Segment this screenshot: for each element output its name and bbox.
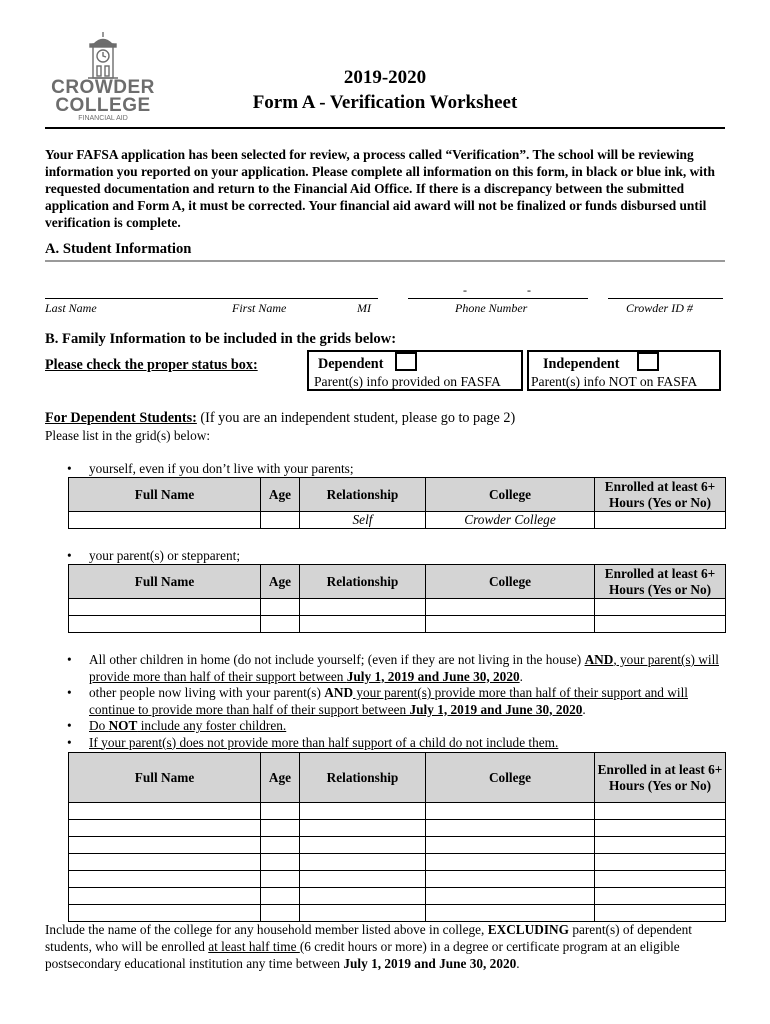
table-cell[interactable] [261,616,300,633]
first-name-label: First Name [232,301,287,315]
bullet-self [45,461,735,478]
bullet-text: include any foster children. [137,718,287,733]
status-prompt: Please check the proper status box: [45,357,258,373]
crowder-id-label: Crowder ID # [626,301,693,315]
table-cell[interactable] [69,871,261,888]
col-college: College [426,565,595,599]
table-cell[interactable] [261,837,300,854]
self-table [68,477,726,529]
table-cell[interactable] [595,803,726,820]
form-title: Form A - Verification Worksheet [252,92,518,113]
independent-sub: Parent(s) info NOT on FASFA [531,374,698,389]
table-cell[interactable] [300,888,426,905]
dependent-students-note: (If you are an independent student, please go to page 2) [196,410,516,426]
phone-number-label: Phone Number [455,301,528,315]
footer-text: (6 credit hours or more) in a degree or certificate program at an eligible postsecondary educational institution any time between [45,939,680,971]
table-row [69,905,726,922]
col-full-name: Full Name [69,478,261,512]
dependent-students-heading [45,410,515,427]
table-cell[interactable] [69,837,261,854]
table-cell[interactable] [426,871,595,888]
independent-checkbox[interactable] [637,352,659,371]
col-college: College [426,478,595,512]
other-members-bullets [45,652,735,751]
col-age: Age [261,565,300,599]
table-cell[interactable] [426,803,595,820]
form-year: 2019-2020 [343,67,427,88]
bullet-dot: • [67,718,72,733]
table-cell[interactable] [69,905,261,922]
table-cell[interactable] [595,616,726,633]
col-enrolled: Enrolled in at least 6+ Hours (Yes or No) [595,753,726,803]
col-enrolled: Enrolled at least 6+ Hours (Yes or No) [595,478,726,512]
dependent-students-title: For Dependent Students: [45,410,197,426]
table-cell[interactable] [261,854,300,871]
bullet-text: . [519,668,523,684]
bullet-text: . [582,701,586,717]
table-cell[interactable] [595,854,726,871]
table-cell[interactable] [261,871,300,888]
table-cell[interactable] [69,854,261,871]
table-cell[interactable] [69,616,261,633]
bullet-dot: • [67,734,72,750]
table-cell[interactable] [69,888,261,905]
bullet-dot: • [67,685,72,700]
others-table [68,752,726,922]
bullet-other-children [45,652,735,685]
table-cell[interactable] [595,599,726,616]
bullet-emphasis: NOT [108,718,138,733]
table-cell[interactable] [300,854,426,871]
table-cell[interactable] [426,905,595,922]
table-cell[interactable] [595,871,726,888]
table-cell[interactable] [595,837,726,854]
dependent-label: Dependent [318,356,384,372]
table-cell[interactable] [300,599,426,616]
bullet-dot: • [67,548,72,563]
section-b-heading: B. Family Information to be included in the grids below: [45,331,397,347]
table-row [69,888,726,905]
bullet-emphasis: AND [584,652,614,667]
bullet-text: your parent(s) provide more than half of their support and will continue to provide more than half of their support between [89,685,688,717]
self-enrolled-cell[interactable] [595,512,726,529]
table-cell[interactable] [426,616,595,633]
table-cell[interactable] [595,905,726,922]
footer-emphasis: EXCLUDING [487,922,569,937]
dependent-sub: Parent(s) info provided on FASFA [314,374,501,389]
self-full-name-cell[interactable] [69,512,261,529]
phone-dashes: - - [463,283,531,297]
bullet-text: If your parent(s) does not provide more than half support of a child do not include them. [89,734,559,750]
col-age: Age [261,478,300,512]
footer-text: . [516,956,520,971]
col-relationship: Relationship [300,753,426,803]
col-relationship: Relationship [300,565,426,599]
logo-subtitle: FINANCIAL AID [78,115,128,122]
table-cell[interactable] [426,854,595,871]
table-cell[interactable] [261,820,300,837]
table-row [69,820,726,837]
crowder-college-logo [48,30,158,122]
footer-paragraph [45,921,735,972]
table-cell[interactable] [69,599,261,616]
bullet-dot: • [67,461,72,476]
table-cell[interactable] [261,905,300,922]
table-cell[interactable] [261,888,300,905]
col-enrolled: Enrolled at least 6+ Hours (Yes or No) [595,565,726,599]
footer-text: parent(s) of dependent students, who will be enrolled [45,922,692,954]
table-cell[interactable] [300,616,426,633]
table-cell[interactable] [261,599,300,616]
grid-instruction: Please list in the grid(s) below: [45,428,211,443]
section-a-heading: A. Student Information [45,241,192,257]
bullet-text: All other children in home (do not include yourself; (even if they are not living in the house) [89,652,585,667]
table-cell[interactable] [426,599,595,616]
phone-line[interactable] [408,298,588,299]
bullet-parents [45,548,735,565]
dependent-checkbox[interactable] [395,352,417,371]
table-cell[interactable] [300,820,426,837]
footer-dates: July 1, 2019 and June 30, 2020 [343,956,517,971]
table-cell[interactable] [261,803,300,820]
logo-name-line1: CROWDER [51,77,155,98]
col-relationship: Relationship [300,478,426,512]
name-line[interactable] [45,298,378,299]
table-cell[interactable] [426,837,595,854]
footer-text: Include the name of the college for any household member listed above in college, [45,922,488,937]
crowder-id-line[interactable] [608,298,723,299]
table-row [69,871,726,888]
table-cell[interactable] [426,888,595,905]
intro-paragraph: Your FAFSA application has been selected for review, a process called “Verification”. The school will be reviewing information you reported on your application. Please complete all information on this form, in black or blue ink, with requested documentation and return to the Financial Aid Office. If there is a discrepancy between the submitted application and Form A, it must be corrected. Your financial aid award will not be finalized or funds disbursed until verification is complete. [45,147,715,230]
bullet-dates: July 1, 2019 and June 30, 2020 [346,668,520,684]
bullet-emphasis: AND [324,685,354,700]
clock-tower-icon [48,30,158,82]
logo-name-line2: COLLEGE [55,95,151,116]
table-cell[interactable] [69,803,261,820]
table-cell[interactable] [300,837,426,854]
self-age-cell[interactable] [261,512,300,529]
col-age: Age [261,753,300,803]
self-college-cell: Crowder College [426,512,595,529]
table-cell[interactable] [300,871,426,888]
bullet-dates: July 1, 2019 and June 30, 2020 [409,701,583,717]
bullet-text: Do [89,718,109,733]
bullet-dot: • [67,652,72,667]
table-cell[interactable] [69,820,261,837]
bullet-text: other people now living with your parent(s) [89,685,325,700]
last-name-label: Last Name [45,301,97,315]
bullet-text: , your parent(s) will provide more than half of their support between [89,652,719,684]
table-row [69,854,726,871]
table-row [69,803,726,820]
col-full-name: Full Name [69,565,261,599]
table-cell[interactable] [300,905,426,922]
bullet-other-people [45,685,735,718]
bullet-parents-text: your parent(s) or stepparent; [89,548,241,563]
table-row [69,599,726,616]
table-row [69,616,726,633]
independent-label: Independent [543,356,620,372]
footer-underlined: at least half time [208,939,300,954]
bullet-half-support [45,735,735,752]
table-cell[interactable] [595,888,726,905]
table-row [69,837,726,854]
parents-table [68,564,726,633]
col-college: College [426,753,595,803]
self-relationship-cell: Self [300,512,426,529]
bullet-self-text: yourself, even if you don’t live with your parents; [89,461,354,476]
col-full-name: Full Name [69,753,261,803]
table-cell[interactable] [300,803,426,820]
table-cell[interactable] [426,820,595,837]
mi-label: MI [357,301,371,315]
bullet-foster [45,718,735,735]
table-cell[interactable] [595,820,726,837]
section-a-divider [45,260,725,262]
title-rule [45,127,725,129]
